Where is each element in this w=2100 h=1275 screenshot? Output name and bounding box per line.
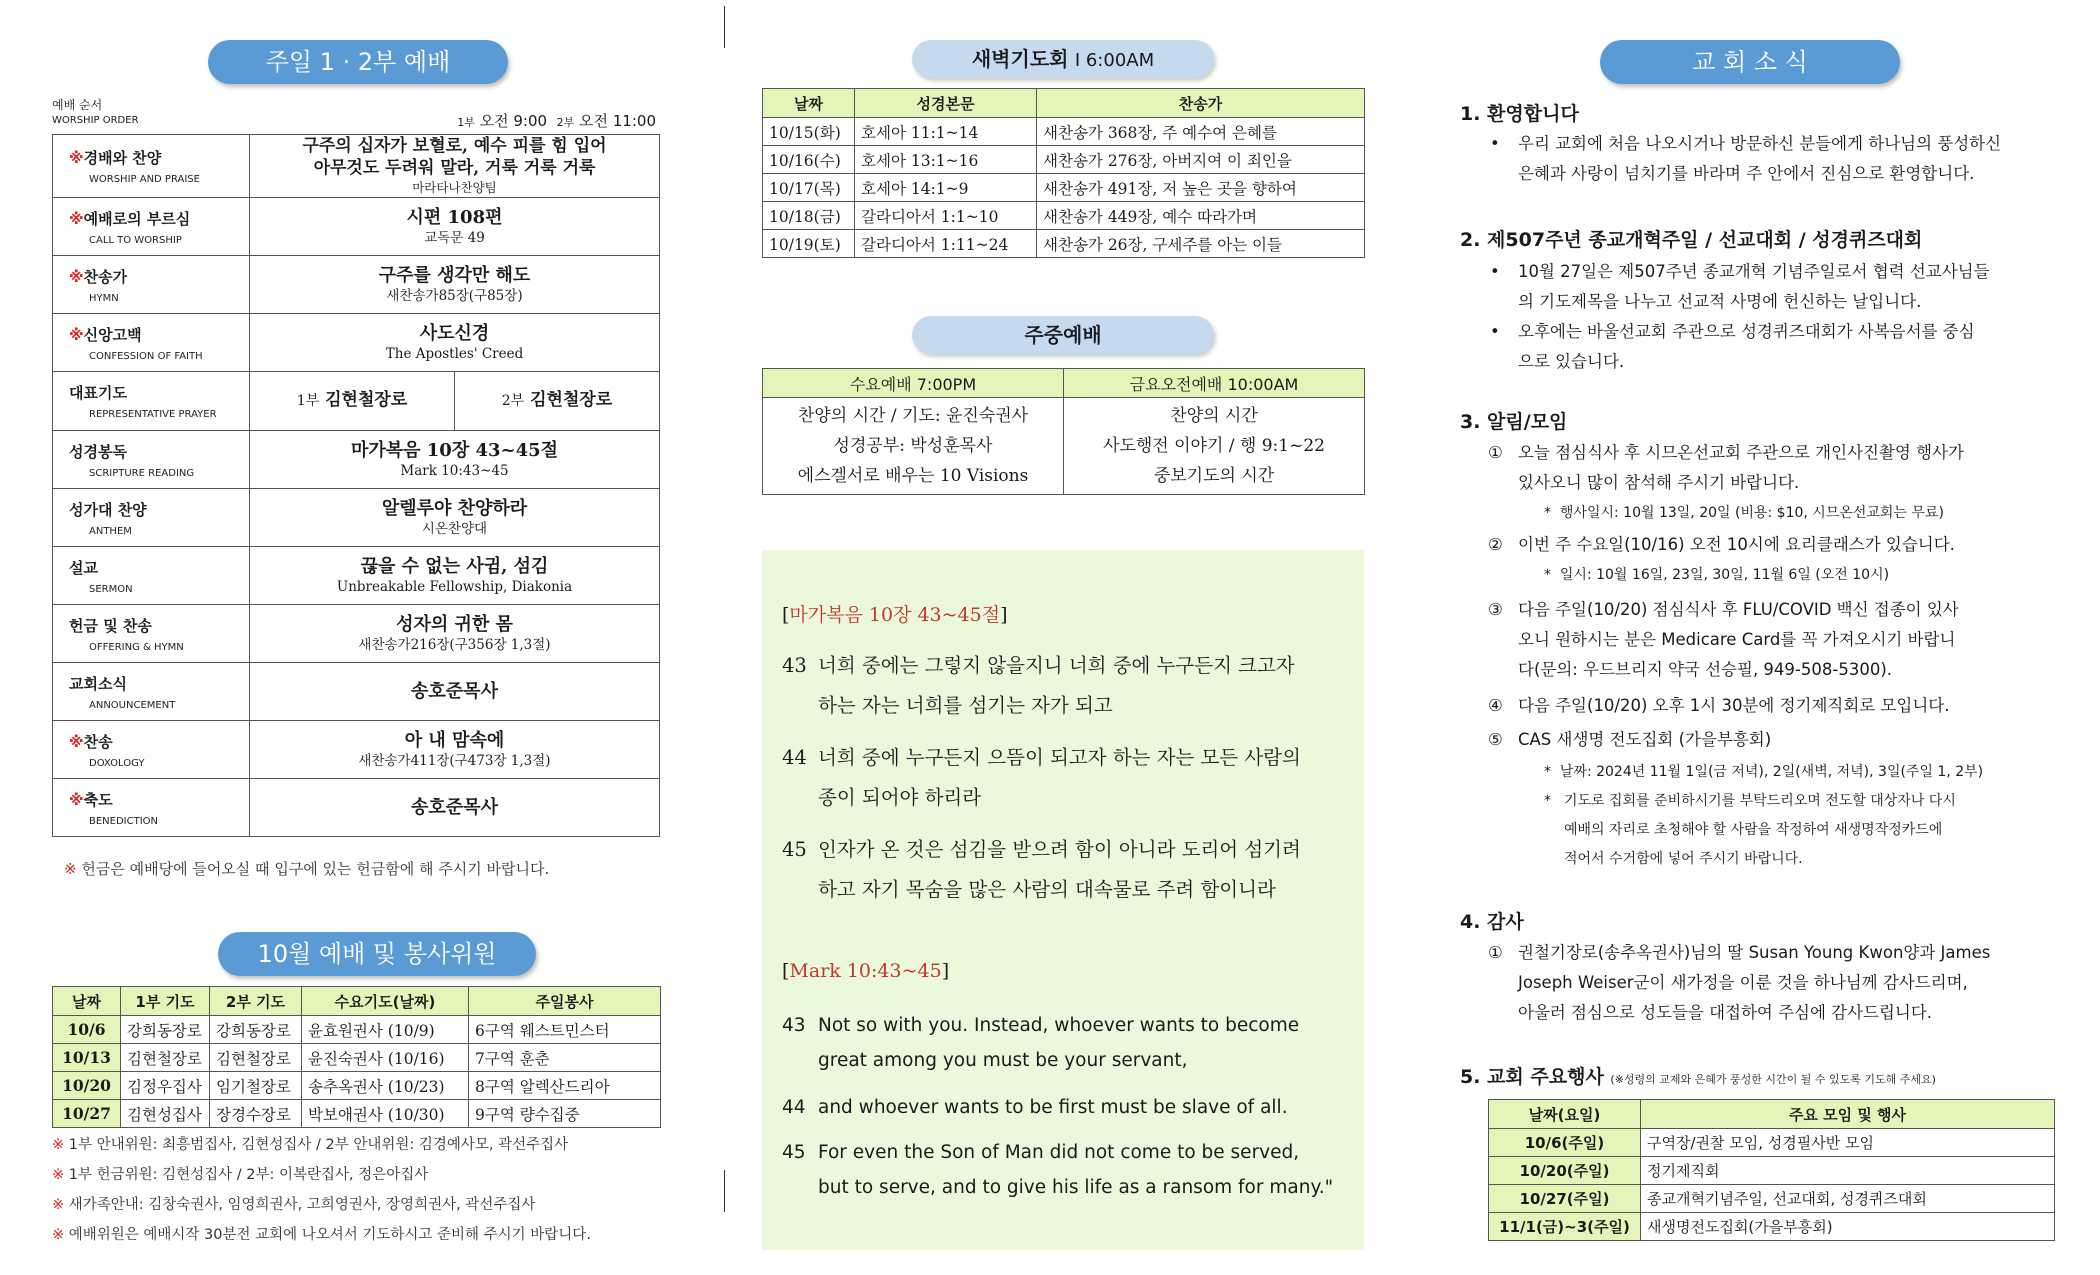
order-row: ※경배와 찬양 WORSHIP AND PRAISE 구주의 십자가 보혈로, 예수 피를 힘 입어 아무것도 두려워 말라, 거룩 거룩 거룩 마라타나찬양팀 — [53, 135, 660, 198]
offering-note: ※ 헌금은 예배당에 들어오실 때 입구에 있는 헌금함에 해 주시기 바랍니다. — [64, 860, 550, 878]
news-text: 오늘 점심식사 후 시므온선교회 주관으로 개인사진촬영 행사가 있사오니 많이 참석해 주시기 바랍니다. — [1518, 443, 1964, 492]
dawn-title-pill — [912, 40, 1214, 78]
news-bullet: • — [1490, 262, 1500, 281]
news-bullet: • — [1490, 322, 1500, 341]
fold-line — [724, 1170, 725, 1212]
scripture-box — [762, 550, 1364, 1250]
table-header-row: 날짜(요일) 주요 모임 및 행사 — [1489, 1100, 2055, 1129]
table-row: 10/6 강희동장로 강희동장로 윤효원권사 (10/9) 6구역 웨스트민스터 — [53, 1016, 661, 1044]
table-row: 10/20 김정우집사 임기철장로 송추옥권사 (10/23) 8구역 알렉산드리아 — [53, 1072, 661, 1100]
note-line: ※ 1부 안내위원: 최흥범집사, 김현성집사 / 2부 안내위원: 김경예사모, 곽선주집사 — [52, 1137, 569, 1153]
news-subnote: * 일시: 10월 16일, 23일, 30일, 11월 6일 (오전 10시) — [1544, 567, 1890, 583]
news-text: 권철기장로(송추옥권사)님의 딸 Susan Young Kwon양과 James Joseph Weiser군이 새가정을 이룬 것을 하나님께 감사드리며, 아울러 점심으로 성도들을 대접하여 주심에 감사드립니다. — [1518, 943, 1991, 1022]
table-row: 10/27(주일) 종교개혁기념주일, 선교대회, 성경퀴즈대회 — [1489, 1185, 2055, 1213]
order-label: 설교 — [69, 558, 98, 577]
volunteers-table — [52, 986, 661, 1128]
order-row: 설교 SERMON 끊을 수 없는 사귐, 섬김 Unbreakable Fellowship, Diakonia — [53, 547, 660, 605]
dawn-table — [762, 88, 1365, 258]
worship-title-pill — [208, 40, 508, 84]
news-subnote: * — [1544, 793, 1551, 809]
table-row: 10/15(화) 호세아 11:1~14 새찬송가 368장, 주 예수여 은혜를 — [763, 118, 1365, 146]
news-text: 10월 27일은 제507주년 종교개혁 기념주일로서 협력 선교사님들 의 기도제목을 나누고 선교적 사명에 헌신하는 날입니다. — [1518, 262, 1990, 311]
news-subnote: 기도로 집회를 준비하시기를 부탁드리오며 전도할 대상자나 다시 예배의 자리로 초청해야 할 사람을 작정하여 새생명작정카드에 적어서 수거함에 넣어 주시기 바랍니다. — [1564, 793, 1956, 867]
table-row: 10/20(주일) 정기제직회 — [1489, 1157, 2055, 1185]
order-row: 대표기도 REPRESENTATIVE PRAYER 1부 김현철장로 2부 김현철장로 — [53, 372, 660, 431]
volunteers-title-pill — [218, 932, 536, 976]
note-line: ※ 예배위원은 예배시작 30분전 교회에 나오셔서 기도하시고 준비해 주시기 바랍니다. — [52, 1227, 591, 1243]
order-row: 교회소식 ANNOUNCEMENT 송호준목사 — [53, 663, 660, 721]
scripture-ref-ko: [마가복음 10장 43~45절] — [782, 604, 1008, 626]
news-text: 다음 주일(10/20) 오후 1시 30분에 정기제직회로 모입니다. — [1518, 696, 1950, 715]
order-row: 헌금 및 찬송 OFFERING & HYMN 성자의 귀한 몸 새찬송가216장(구356장 1,3절) — [53, 605, 660, 663]
order-row: ※찬송가 HYMN 구주를 생각만 해도 새찬송가85장(구85장) — [53, 256, 660, 314]
midweek-title-pill — [912, 316, 1214, 354]
worship-title: 주일 1 · 2부 예배 — [265, 48, 451, 76]
worship-order-label-en: WORSHIP ORDER — [52, 115, 139, 126]
order-label: 성가대 찬양 — [69, 500, 147, 519]
news-bullet: • — [1490, 134, 1500, 153]
order-label: 찬송가 — [83, 267, 128, 286]
order-label: 신앙고백 — [83, 325, 142, 344]
verse-en: 45 For even the Son of Man did not come to be served, but to serve, and to give his life as a ransom for many." — [782, 1142, 1334, 1198]
note-line: ※ 1부 헌금위원: 김현성집사 / 2부: 이복란집사, 정은아집사 — [52, 1167, 429, 1183]
worship-order — [52, 92, 660, 837]
table-header-row: 수요예배 7:00PM 금요오전예배 10:00AM — [763, 369, 1365, 398]
order-row: ※찬송 DOXOLOGY 아 내 맘속에 새찬송가411장(구473장 1,3절) — [53, 721, 660, 779]
midweek-title: 주중예배 — [1024, 323, 1102, 347]
verse-ko: 43 너희 중에는 그렇지 않을지니 너희 중에 누구든지 크고자 하는 자는 너희를 섬기는 자가 되고 — [782, 654, 1295, 717]
service-times: 1부 오전 9:00 2부 오전 11:00 — [457, 112, 656, 130]
volunteer-notes — [52, 1130, 591, 1250]
worship-order-label: 예배 순서 — [52, 98, 103, 112]
order-label: 찬송 — [83, 732, 113, 751]
order-label: 교회소식 — [69, 674, 127, 693]
dawn-time: I 6:00AM — [1074, 50, 1155, 71]
note-line: ※ 새가족안내: 김창숙권사, 임영희권사, 고희영권사, 장영희권사, 곽선주집사 — [52, 1197, 536, 1213]
verse-en: 44 and whoever wants to be first must be slave of all. — [782, 1097, 1288, 1118]
news-heading: 4. 감사 — [1460, 911, 1524, 933]
news-subnote: * 행사일시: 10월 13일, 20일 (비용: $10, 시므온선교회는 무료) — [1544, 505, 1944, 521]
table-header-row: 날짜 1부 기도 2부 기도 수요기도(날짜) 주일봉사 — [53, 987, 661, 1016]
order-row: 성경봉독 SCRIPTURE READING 마가복음 10장 43~45절 Mark 10:43~45 — [53, 431, 660, 489]
order-row: ※축도 BENEDICTION 송호준목사 — [53, 779, 660, 837]
order-label: 경배와 찬양 — [83, 149, 162, 167]
news-title: 교 회 소 식 — [1692, 48, 1808, 76]
table-row: 10/13 김현철장로 김현철장로 윤진숙권사 (10/16) 7구역 훈춘 — [53, 1044, 661, 1072]
order-label: 대표기도 — [69, 384, 127, 402]
news-text: CAS 새생명 전도집회 (가을부흥회) — [1518, 730, 1772, 749]
news-heading: 2. 제507주년 종교개혁주일 / 선교대회 / 성경퀴즈대회 — [1460, 229, 1923, 251]
table-row: 10/16(수) 호세아 13:1~16 새찬송가 276장, 아버지여 이 죄인을 — [763, 146, 1365, 174]
order-row: 성가대 찬양 ANTHEM 알렐루야 찬양하라 시온찬양대 — [53, 489, 660, 547]
table-row: 11/1(금)~3(주일) 새생명전도집회(가을부흥회) — [1489, 1213, 2055, 1241]
table-row: 10/19(토) 갈라디아서 1:11~24 새찬송가 26장, 구세주를 아는 이들 — [763, 230, 1365, 258]
worship-order-header — [52, 92, 660, 134]
order-row: ※신앙고백 CONFESSION OF FAITH 사도신경 The Apostles' Creed — [53, 314, 660, 372]
order-label: 헌금 및 찬송 — [69, 616, 152, 635]
table-row: 10/27 김현성집사 장경수장로 박보애권사 (10/30) 9구역 량수집중 — [53, 1100, 661, 1128]
volunteers-title: 10월 예배 및 봉사위원 — [257, 940, 497, 968]
news-text: 이번 주 수요일(10/16) 오전 10시에 요리클래스가 있습니다. — [1518, 535, 1955, 554]
news-heading: 3. 알림/모임 — [1460, 411, 1568, 433]
worship-order-table — [52, 134, 660, 837]
table-row: 10/17(목) 호세아 14:1~9 새찬송가 491장, 저 높은 곳을 향하여 — [763, 174, 1365, 202]
table-header-row: 날짜 성경본문 찬송가 — [763, 89, 1365, 118]
fold-line — [724, 6, 725, 48]
verse-en: 43 Not so with you. Instead, whoever wants to become great among you must be your servant, — [782, 1015, 1300, 1071]
midweek-table — [762, 368, 1365, 495]
table-row: 10/18(금) 갈라디아서 1:1~10 새찬송가 449장, 예수 따라가며 — [763, 202, 1365, 230]
news-subnote: * 날짜: 2024년 11월 1일(금 저녁), 2일(새벽, 저녁), 3일(주일 1, 2부) — [1544, 764, 1984, 780]
order-label: 성경봉독 — [69, 442, 127, 461]
table-row: 찬양의 시간 / 기도: 윤진숙권사 성경공부: 박성훈목사 에스겔서로 배우는 10 Visions 찬양의 시간 사도행전 이야기 / 행 9:1~22 중보기도의 시간 — [763, 398, 1365, 495]
news-heading: 1. 환영합니다 — [1460, 103, 1579, 125]
events-table — [1488, 1099, 2055, 1241]
dawn-title: 새벽기도회 — [971, 47, 1069, 71]
order-row: ※예배로의 부르심 CALL TO WORSHIP 시편 108편 교독문 49 — [53, 198, 660, 256]
verse-ko: 45 인자가 온 것은 섬김을 받으려 함이 아니라 도리어 섬기려 하고 자기 목숨을 많은 사람의 대속물로 주려 함이니라 — [782, 838, 1301, 901]
news-title-pill — [1600, 40, 1900, 84]
news-text: 다음 주일(10/20) 점심식사 후 FLU/COVID 백신 접종이 있사 오니 원하시는 분은 Medicare Card를 꼭 가져오시기 바랍니 다(문의: 우드브리지 약국 선승필, 949-508-5300). — [1518, 600, 1959, 679]
table-row: 10/6(주일) 구역장/권찰 모임, 성경필사반 모임 — [1489, 1129, 2055, 1157]
news-text: 오후에는 바울선교회 주관으로 성경퀴즈대회가 사복음서를 중심 으로 있습니다. — [1518, 322, 1975, 371]
order-label: 축도 — [83, 790, 113, 809]
events-note: (※성령의 교제와 은혜가 풍성한 시간이 될 수 있도록 기도해 주세요) — [1610, 1073, 1936, 1086]
scripture-ref-en: [Mark 10:43~45] — [782, 960, 950, 982]
news-heading: 5. 교회 주요행사 (※성령의 교제와 은혜가 풍성한 시간이 될 수 있도록 기도해 주세요) — [1460, 1066, 1936, 1088]
news-text: 우리 교회에 처음 나오시거나 방문하신 분들에게 하나님의 풍성하신 은혜과 사랑이 넘치기를 바라며 주 안에서 진심으로 환영합니다. — [1518, 134, 2002, 183]
order-label: 예배로의 부르심 — [83, 209, 191, 228]
verse-ko: 44 너희 중에 누구든지 으뜸이 되고자 하는 자는 모든 사람의 종이 되어야 하리라 — [782, 746, 1301, 809]
